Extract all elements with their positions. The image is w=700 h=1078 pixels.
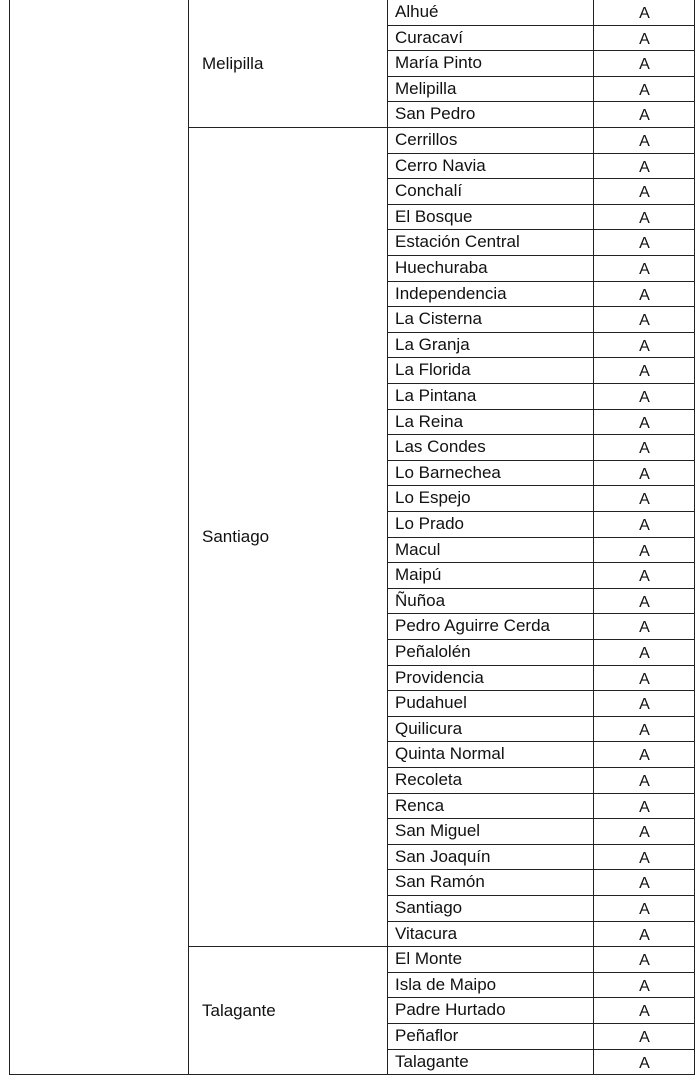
comuna-name: San Pedro xyxy=(388,102,594,127)
classification-cell: A xyxy=(639,747,650,765)
table-row xyxy=(387,435,695,461)
classification-cell: A xyxy=(639,286,650,304)
comuna-name: Renca xyxy=(388,794,594,819)
classification-cell: A xyxy=(639,619,650,637)
table-row xyxy=(387,614,695,640)
table-row xyxy=(387,538,695,564)
classification-cell: A xyxy=(639,875,650,893)
classification-cell: A xyxy=(639,337,650,355)
comuna-name: Peñalolén xyxy=(388,640,594,665)
table-row xyxy=(387,77,695,103)
classification-cell: A xyxy=(639,901,650,918)
comuna-name: Huechuraba xyxy=(388,256,594,281)
table-row xyxy=(387,205,695,231)
classification-cell: A xyxy=(639,798,650,816)
classification-cell: A xyxy=(639,721,650,739)
classification-cell: A xyxy=(639,849,650,867)
classification-cell: A xyxy=(639,440,650,458)
comuna-name: El Bosque xyxy=(388,205,594,230)
table-row xyxy=(387,461,695,487)
table-row xyxy=(387,563,695,589)
table-row xyxy=(387,384,695,410)
comuna-name: Maipú xyxy=(388,563,594,588)
comuna-name: Estación Central xyxy=(388,230,594,255)
comuna-name: María Pinto xyxy=(388,51,594,76)
comuna-name: La Florida xyxy=(388,358,594,383)
province-cell: Talagante xyxy=(188,947,387,1075)
classification-cell: A xyxy=(639,1003,650,1021)
table-row xyxy=(387,896,695,922)
comuna-name: Isla de Maipo xyxy=(388,973,594,998)
classification-cell: A xyxy=(639,952,650,970)
comuna-name: Lo Barnechea xyxy=(388,461,594,486)
comuna-name: Lo Prado xyxy=(388,512,594,537)
comuna-name: Padre Hurtado xyxy=(388,998,594,1023)
classification-cell: A xyxy=(639,312,650,330)
comuna-name: Pudahuel xyxy=(388,691,594,716)
table-row xyxy=(387,102,695,128)
table-row xyxy=(387,486,695,512)
comuna-name: Quilicura xyxy=(388,717,594,742)
province-cell: Santiago xyxy=(188,128,387,947)
classification-cell: A xyxy=(639,81,650,99)
table-row xyxy=(387,230,695,256)
table-row xyxy=(387,666,695,692)
classification-cell: A xyxy=(639,670,650,688)
table-row xyxy=(387,307,695,333)
table-row xyxy=(387,922,695,948)
province-cell: Melipilla xyxy=(188,0,387,128)
comuna-name: Peñaflor xyxy=(388,1024,594,1049)
comuna-name: San Joaquín xyxy=(388,845,594,870)
table-row xyxy=(387,589,695,615)
classification-cell: A xyxy=(639,542,650,560)
classification-cell: A xyxy=(639,1029,650,1046)
classification-cell: A xyxy=(639,133,650,150)
comuna-name: Ñuñoa xyxy=(388,589,594,614)
classification-cell: A xyxy=(639,184,650,202)
table-row xyxy=(387,794,695,820)
classification-cell: A xyxy=(639,5,650,22)
comuna-name: Independencia xyxy=(388,282,594,307)
comuna-name: Curacaví xyxy=(388,26,594,51)
table-row xyxy=(387,282,695,308)
classification-cell: A xyxy=(639,30,650,48)
table-row xyxy=(387,128,695,154)
table-row xyxy=(387,512,695,538)
table-row xyxy=(387,691,695,717)
comuna-name: Vitacura xyxy=(388,922,594,947)
classification-cell: A xyxy=(639,517,650,534)
classification-cell: A xyxy=(639,261,650,278)
classification-cell: A xyxy=(639,107,650,125)
table-row xyxy=(387,51,695,77)
table-row xyxy=(387,742,695,768)
table-row xyxy=(387,358,695,384)
table-row xyxy=(387,768,695,794)
comuna-name: La Cisterna xyxy=(388,307,594,332)
comuna-name: Providencia xyxy=(388,666,594,691)
table-row xyxy=(387,1024,695,1050)
classification-cell: A xyxy=(639,696,650,714)
comuna-name: La Pintana xyxy=(388,384,594,409)
comuna-name: Recoleta xyxy=(388,768,594,793)
comuna-name: Cerrillos xyxy=(388,128,594,153)
comuna-name: Talagante xyxy=(388,1050,594,1075)
table-row xyxy=(387,333,695,359)
comuna-name: Las Condes xyxy=(388,435,594,460)
comuna-name: El Monte xyxy=(388,947,594,972)
classification-cell: A xyxy=(639,926,650,944)
classification-cell: A xyxy=(639,773,650,790)
comuna-name: Cerro Navia xyxy=(388,154,594,179)
comuna-name: La Granja xyxy=(388,333,594,358)
classification-cell: A xyxy=(639,824,650,842)
table-row xyxy=(387,26,695,52)
table-row xyxy=(387,717,695,743)
comuna-name: Macul xyxy=(388,538,594,563)
comuna-name: Quinta Normal xyxy=(388,742,594,767)
comuna-name: La Reina xyxy=(388,410,594,435)
comuna-name: Lo Espejo xyxy=(388,486,594,511)
comuna-name: Conchalí xyxy=(388,179,594,204)
table-row xyxy=(387,154,695,180)
classification-cell: A xyxy=(639,645,650,662)
table-row xyxy=(387,819,695,845)
classification-cell: A xyxy=(639,235,650,253)
table-row xyxy=(387,870,695,896)
table-row xyxy=(387,845,695,871)
table-row xyxy=(387,256,695,282)
classification-cell: A xyxy=(639,491,650,509)
classification-cell: A xyxy=(639,568,650,586)
comuna-name: San Ramón xyxy=(388,870,594,895)
table-row xyxy=(387,947,695,973)
classification-cell: A xyxy=(639,158,650,176)
table-row xyxy=(387,179,695,205)
table-row xyxy=(387,640,695,666)
table-row xyxy=(387,0,695,26)
table-row xyxy=(387,973,695,999)
classification-cell: A xyxy=(639,977,650,995)
classification-cell: A xyxy=(639,414,650,432)
classification-cell: A xyxy=(639,1054,650,1072)
comuna-name: San Miguel xyxy=(388,819,594,844)
comuna-name: Santiago xyxy=(388,896,594,921)
table-row xyxy=(387,998,695,1024)
comuna-name: Alhué xyxy=(388,0,594,25)
comuna-name: Melipilla xyxy=(388,77,594,102)
table-row xyxy=(387,410,695,436)
classification-cell: A xyxy=(639,209,650,227)
comunas-table xyxy=(9,0,695,1075)
classification-cell: A xyxy=(639,389,650,406)
classification-cell: A xyxy=(639,593,650,611)
classification-cell: A xyxy=(639,363,650,381)
classification-cell: A xyxy=(639,56,650,74)
comuna-name: Pedro Aguirre Cerda xyxy=(388,614,594,639)
classification-cell: A xyxy=(639,465,650,483)
table-row xyxy=(387,1050,695,1076)
